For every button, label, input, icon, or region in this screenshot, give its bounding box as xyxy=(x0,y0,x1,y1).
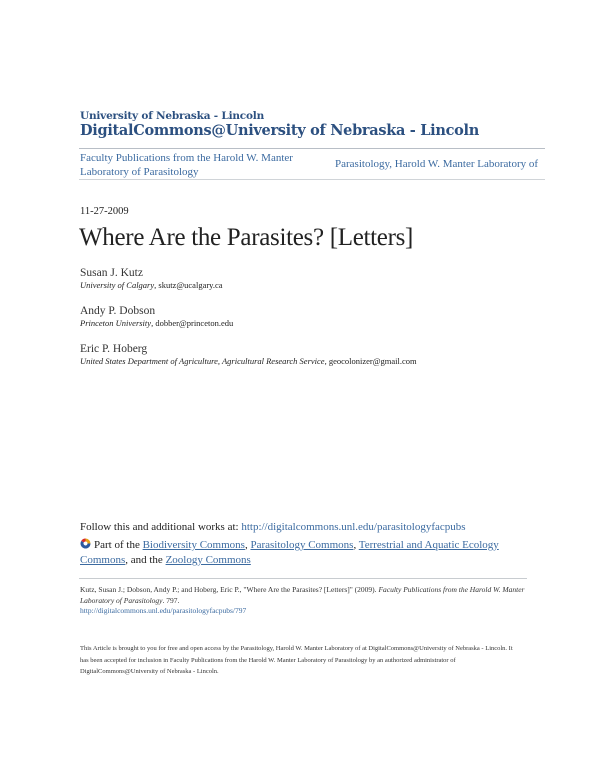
follow-label: Follow this and additional works at: xyxy=(80,521,242,533)
author-affiliation xyxy=(80,318,233,329)
zoology-commons-link[interactable]: Zoology Commons xyxy=(165,554,251,566)
author-email: , dobber@princeton.edu xyxy=(151,318,234,328)
author-block xyxy=(80,304,233,329)
parasitology-commons-link[interactable]: Parasitology Commons xyxy=(250,539,354,551)
header-divider xyxy=(79,148,545,149)
author-email: , skutz@ucalgary.ca xyxy=(154,280,223,290)
author-name: Eric P. Hoberg xyxy=(80,343,148,355)
series-link[interactable]: Faculty Publications from the Harold W. Manter Laboratory of Parasitology xyxy=(80,152,293,178)
affiliation-name: University of Calgary xyxy=(80,280,155,290)
affiliation-name: Princeton University xyxy=(80,318,152,328)
separator: , xyxy=(244,539,251,551)
author-affiliation xyxy=(80,356,417,367)
access-notice: This Article is brought to you for free and open access by the Parasitology, Harold W. Manter Laboratory of at DigitalCommons@University of Nebraska - Lincoln. It has been accepted for inclusion in Faculty Publications from the Harold W. Manter Laboratory of Parasitology by an authorized administrator of DigitalCommons@University of Nebraska - Lincoln. xyxy=(80,645,513,675)
part-of-label: Part of the xyxy=(94,539,143,551)
bepress-commons-icon xyxy=(80,538,91,549)
publication-date: 11-27-2009 xyxy=(80,206,129,217)
author-email: , geocolonizer@gmail.com xyxy=(324,356,417,366)
citation-text: Kutz, Susan J.; Dobson, Andy P.; and Hoberg, Eric P., "Where Are the Parasites? [Letters]" (2009). xyxy=(80,585,379,594)
citation-divider xyxy=(79,578,527,579)
ecology-commons-link[interactable]: Terrestrial and Aquatic Ecology Commons xyxy=(80,539,499,566)
institution-name[interactable]: University of Nebraska - Lincoln xyxy=(80,110,265,122)
author-affiliation xyxy=(80,280,223,291)
citation-url-link[interactable]: http://digitalcommons.unl.edu/parasitologyfacpubs/797 xyxy=(80,606,247,615)
separator: , xyxy=(353,539,359,551)
part-of-commons xyxy=(80,538,510,568)
collection-url-link[interactable]: http://digitalcommons.unl.edu/parasitologyfacpubs xyxy=(241,521,466,533)
citation-number: . 797. xyxy=(162,595,180,605)
citation-series: Faculty Publications from the Harold W. Manter Laboratory of Parasitology xyxy=(80,585,525,605)
affiliation-name: United States Department of Agriculture, Agricultural Research Service xyxy=(80,356,325,366)
author-block xyxy=(80,342,417,367)
author-name: Andy P. Dobson xyxy=(80,305,156,317)
article-title: Where Are the Parasites? [Letters] xyxy=(79,224,414,251)
repository-name[interactable]: DigitalCommons@University of Nebraska - Lincoln xyxy=(80,122,479,139)
citation-block xyxy=(80,585,530,617)
author-name: Susan J. Kutz xyxy=(80,267,143,279)
department-link[interactable]: Parasitology, Harold W. Manter Laboratory of xyxy=(335,158,539,170)
author-block xyxy=(80,266,223,291)
follow-line xyxy=(80,521,466,533)
biodiversity-commons-link[interactable]: Biodiversity Commons xyxy=(142,539,245,551)
separator: , and the xyxy=(125,554,166,566)
series-divider xyxy=(79,179,545,180)
